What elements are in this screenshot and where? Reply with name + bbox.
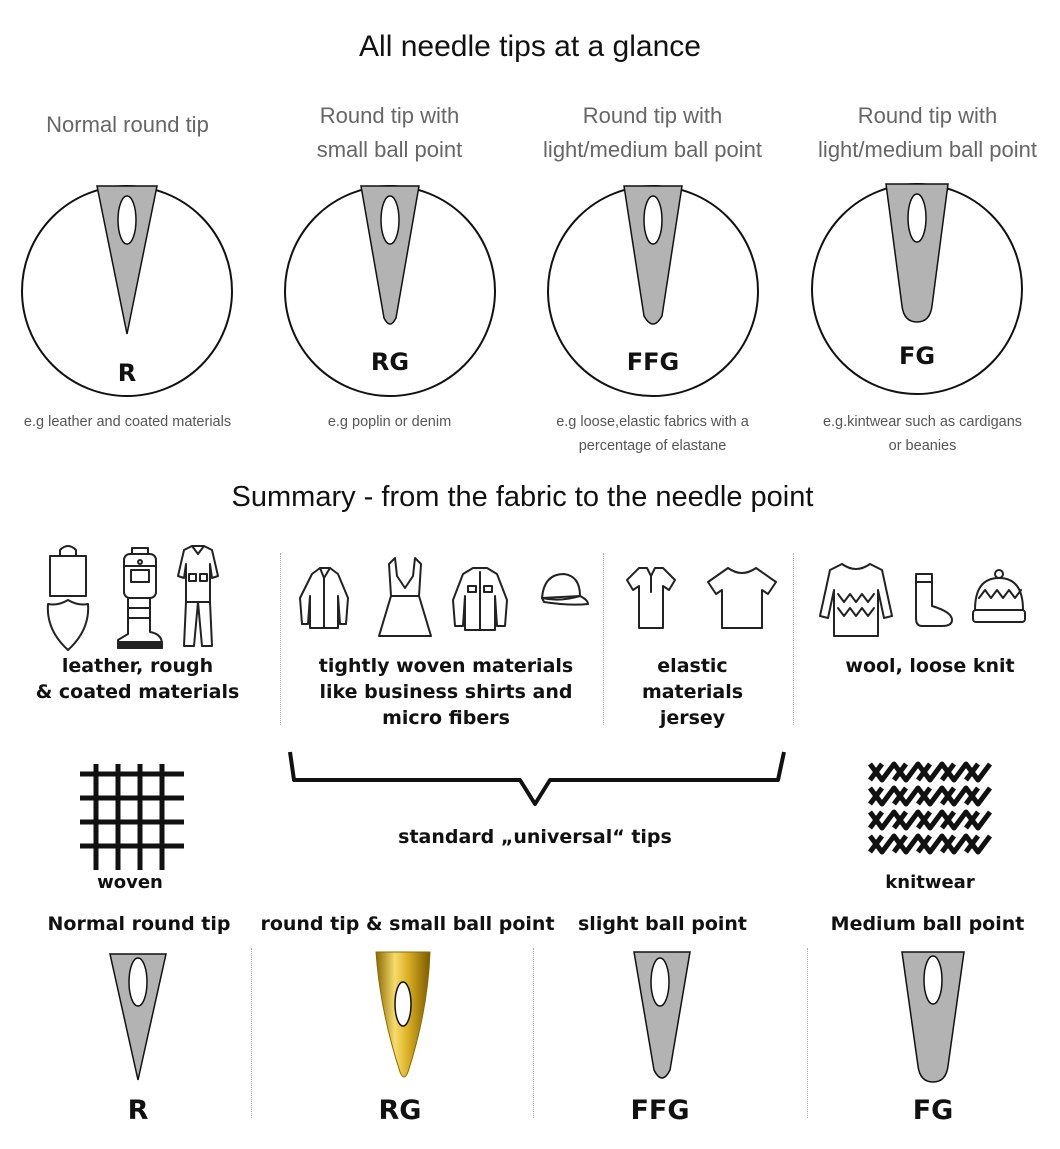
- tip-example-line: percentage of elastane: [578, 438, 727, 454]
- category-wool: [800, 653, 1060, 679]
- tip-heading-line: Round tip with: [857, 103, 998, 128]
- brace-label: standard „universal“ tips: [398, 826, 672, 848]
- knitwear-label: knitwear: [885, 872, 975, 893]
- tip-heading-line: small ball point: [316, 137, 463, 162]
- category-line: elastic materials: [641, 655, 744, 703]
- universal-brace: [290, 752, 784, 804]
- tip-example-line: e.g.kintwear such as cardigans: [822, 414, 1023, 430]
- woven-label: woven: [97, 872, 163, 893]
- bottom-label-ffg: slight ball point: [578, 913, 747, 935]
- knit-icon: [870, 764, 990, 852]
- category-woven-tight: [290, 653, 602, 731]
- shield-icon: [48, 600, 88, 650]
- tip-heading-line: light/medium ball point: [818, 137, 1037, 162]
- tip-example-line: or beanies: [888, 438, 957, 454]
- workwear-icon: [178, 546, 218, 646]
- tip-code-r: R: [117, 359, 137, 387]
- tip-code-ffg: FFG: [626, 348, 680, 376]
- shirt-icon: [300, 568, 348, 628]
- category-line: jersey: [659, 707, 726, 729]
- summary-title: Summary - from the fabric to the needle point: [231, 481, 814, 513]
- category-line: leather, rough: [61, 655, 214, 677]
- bottom-label-r: Normal round tip: [47, 913, 231, 935]
- tshirt-icon: [708, 568, 776, 628]
- bag-icon: [50, 546, 86, 596]
- jacket-icon: [453, 568, 507, 630]
- bottom-needle-r-icon: [110, 954, 166, 1080]
- tip-heading-line: light/medium ball point: [543, 137, 762, 162]
- tip-example-ffg: [520, 410, 785, 458]
- boot-icon: [118, 598, 162, 648]
- category-line: like business shirts and: [319, 681, 573, 703]
- bottom-needle-rg-icon: [376, 952, 430, 1077]
- category-line: tightly woven materials: [318, 655, 574, 677]
- tip-example-fg: [790, 410, 1055, 458]
- bottom-needles-diagram: [0, 940, 1060, 1090]
- sock-icon: [916, 574, 952, 626]
- tip-code-rg: RG: [370, 348, 410, 376]
- bottom-label-rg: round tip & small ball point: [260, 913, 555, 935]
- page-title: All needle tips at a glance: [359, 30, 701, 63]
- fabric-structure-diagram: [0, 740, 1060, 880]
- bottom-label-fg: Medium ball point: [830, 913, 1025, 935]
- polo-icon: [627, 568, 675, 628]
- category-icons: [0, 530, 1060, 660]
- bottom-needle-fg-icon: [902, 952, 964, 1082]
- tip-example-rg: [262, 410, 517, 434]
- cap-icon: [542, 574, 588, 605]
- bottom-code-r: R: [127, 1095, 149, 1126]
- tip-heading-line: Round tip with: [582, 103, 723, 128]
- beanie-icon: [973, 570, 1025, 622]
- woven-icon: [80, 764, 184, 870]
- tip-example-line: e.g loose,elastic fabrics with a: [556, 414, 749, 430]
- tip-code-fg: FG: [898, 342, 936, 370]
- tip-example-line: e.g poplin or denim: [327, 414, 452, 430]
- bottom-needle-ffg-icon: [634, 952, 690, 1078]
- tip-heading-line: Normal round tip: [46, 112, 209, 137]
- category-line: & coated materials: [35, 681, 240, 703]
- bottom-code-fg: FG: [912, 1095, 954, 1126]
- bottom-code-rg: RG: [378, 1095, 422, 1126]
- bottom-code-ffg: FFG: [630, 1095, 690, 1126]
- sweater-icon: [820, 564, 892, 636]
- category-line: micro fibers: [382, 707, 510, 729]
- tip-example-line: e.g leather and coated materials: [23, 414, 232, 430]
- backpack-icon: [124, 548, 156, 598]
- category-elastic: [605, 653, 780, 731]
- tip-example-r: [0, 410, 255, 434]
- category-line: wool, loose knit: [845, 655, 1015, 677]
- dress-icon: [379, 558, 431, 636]
- category-leather: [0, 653, 275, 705]
- tip-heading-line: Round tip with: [319, 103, 460, 128]
